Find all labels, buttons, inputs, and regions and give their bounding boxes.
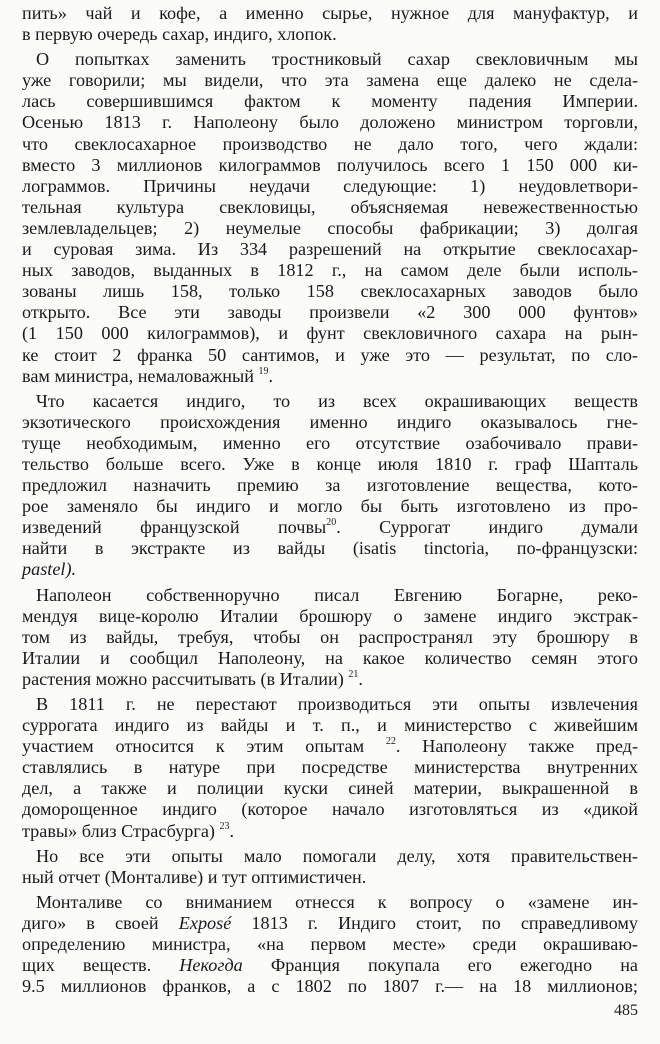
text-fragment: Наполеону также пред- <box>400 736 638 757</box>
text-line: уже говорили; мы видели, что эта замена еще далеко не сдела- <box>22 70 638 91</box>
text-line: травы» близ Страсбурга) $^{23}$. <box>22 820 235 841</box>
text-line <box>22 913 638 934</box>
text-line: лограммов. Причины неудачи следующие: 1) неудовлетвори- <box>22 175 638 196</box>
text-line: Но все эти опыты мало помогали делу, хотя правительствен- <box>36 845 638 866</box>
text-line: ставлялись в натуре при посредстве министерства внутренних <box>22 757 638 778</box>
text-line: вам министра, немаловажный $^{19}$. <box>22 365 274 386</box>
text-line: лась совершившимся фактом к моменту падения Империи. <box>22 91 638 112</box>
page-number: 485 <box>614 1002 638 1019</box>
text-line: открыто. Все эти заводы произвели «2 300 000 фунтов» <box>22 302 638 323</box>
text-line: ный отчет (Монталиве) и тут оптимистичен. <box>22 866 367 887</box>
text-line: ке стоит 2 франка 50 сантимов, и уже это — результат, по сло- <box>22 344 638 365</box>
text-fragment: травы» близ Страсбурга) <box>22 820 215 841</box>
text-fragment: Суррогат индиго думали <box>340 517 638 538</box>
italic-term: pastel). <box>22 559 77 580</box>
text-line: Италии и сообщил Наполеону, на какое количество семян этого <box>22 647 638 668</box>
text-fragment: участием относится к этим опытам <box>22 736 365 757</box>
text-line: мендуя вице-королю Италии брошюру о замене индиго экстрак- <box>22 605 638 626</box>
italic-term: Некогда <box>179 955 243 976</box>
text-line: том из вайды, требуя, чтобы он распространял эту брошюру в <box>22 626 638 647</box>
text-line: найти в экстракте из вайды (isatis tinctoria, по-французски: <box>22 538 638 559</box>
text-fragment: изведений французской почвы <box>22 517 327 538</box>
text-line: Осенью 1813 г. Наполеону было доложено министром торговли, <box>22 112 638 133</box>
text-fragment: диго» в своей <box>22 912 159 933</box>
text-line: 9.5 миллионов франков, а с 1802 по 1807 г.— на 18 миллионов; <box>22 976 638 997</box>
text-line: предложил назначить премию за изготовление вещества, кото- <box>22 475 638 496</box>
paragraph-6 <box>22 846 638 888</box>
text-line: дел, а также и полиции куски синей материи, выкрашенной в <box>22 778 638 799</box>
paragraph-7 <box>22 892 638 997</box>
text-line: Монталиве со вниманием отнесся к вопросу о «замене ин- <box>36 891 638 912</box>
text-line: В 1811 г. не перестают производиться эти опыты извлечения <box>36 694 638 714</box>
text-line: ных заводов, выданных в 1812 г., на самом деле были исполь- <box>22 260 638 281</box>
text-fragment: вам министра, немаловажный <box>22 365 254 386</box>
text-fragment: растения можно рассчитывать (в Италии) <box>22 668 344 689</box>
text-line: тельная культура свекловицы, объясняемая невежественностью <box>22 196 638 217</box>
text-line <box>22 955 638 976</box>
text-line: растения можно рассчитывать (в Италии) $^{21}$. <box>22 668 363 689</box>
text-line: экзотического происхождения именно индиго оказывалось гне- <box>22 411 638 432</box>
text-line: изведений французской почвы$^{20}$. Суррогат индиго думали <box>22 517 638 538</box>
text-line: зованы лишь 158, только 158 свеклосахарных заводов было <box>22 281 638 302</box>
text-line: доморощенное индиго (которое начало изготовляться из «дикой <box>22 799 638 820</box>
text-line: рое заменяло бы индиго и могло бы быть изготовлено из про- <box>22 496 638 517</box>
text-line <box>22 559 638 580</box>
paragraph-3 <box>22 391 638 581</box>
paragraph-2 <box>22 49 638 387</box>
text-line: Наполеон собственноручно писал Евгению Богарне, реко- <box>36 584 638 605</box>
footnote-ref: 20 <box>326 517 337 529</box>
paragraph-1 <box>22 3 638 45</box>
text-line: в первую очередь сахар, индиго, хлопок. <box>22 24 337 45</box>
footnote-ref: 22 <box>385 736 396 748</box>
text-line: вместо 3 миллионов килограммов получилось всего 1 150 000 ки- <box>22 154 638 175</box>
text-line: определению министра, «на первом месте» среди окрашиваю- <box>22 934 638 955</box>
footnote-ref: 19 <box>258 365 269 377</box>
text-line: туще необходимым, именно его отсутствие озабочивало прави- <box>22 432 638 453</box>
text-fragment: 1813 г. Индиго стоит, по справедливому <box>231 912 638 933</box>
text-line: (1 150 000 килограммов), и фунт свекловичного сахара на рын- <box>22 323 638 344</box>
text-fragment: щих веществ. <box>22 955 152 976</box>
text-line: что свеклосахарное производство не дало того, чего ждали: <box>22 133 638 154</box>
footnote-ref: 23 <box>219 820 230 832</box>
text-line: О попытках заменить тростниковый сахар свекловичным мы <box>36 49 638 70</box>
text-line: участием относится к этим опытам $^{22}$. Наполеону также пред- <box>22 736 638 757</box>
text-line: тельство больше всего. Уже в конце июля 1810 г. граф Шапталь <box>22 453 638 474</box>
text-line: и суровая зима. Из 334 разрешений на открытие свеклосахар- <box>22 239 638 260</box>
paragraph-4 <box>22 585 638 690</box>
text-line: Что касается индиго, то из всех окрашивающих веществ <box>36 390 638 411</box>
text-fragment: Франция покупала его ежегодно на <box>242 955 638 976</box>
text-line: суррогата индиго из вайды и т. п., и министерство с живейшим <box>22 715 638 736</box>
text-line: землевладельцев; 2) неумелые способы фабрикации; 3) долгая <box>22 217 638 238</box>
paragraph-5 <box>22 694 638 842</box>
footnote-ref: 21 <box>348 668 359 680</box>
italic-term: Exposé <box>178 912 232 933</box>
text-line: пить» чай и кофе, а именно сырье, нужное для мануфактур, и <box>22 3 638 23</box>
